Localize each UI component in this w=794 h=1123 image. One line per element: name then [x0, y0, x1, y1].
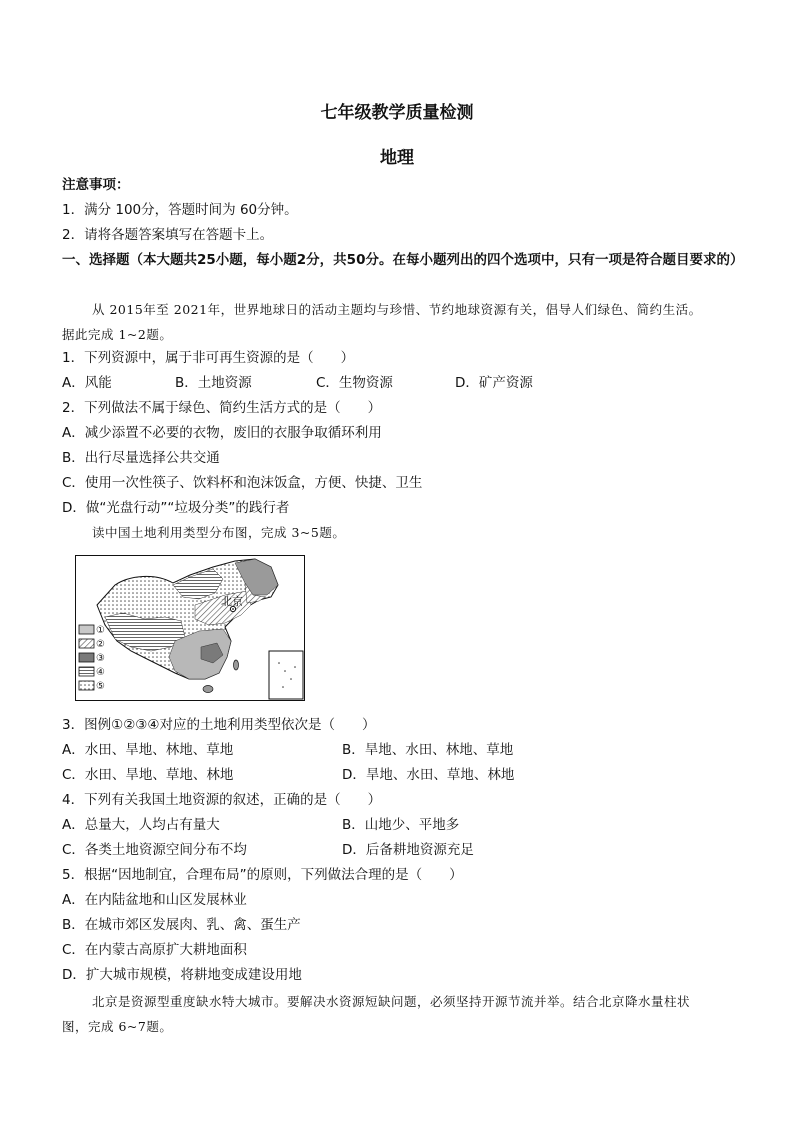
question-stem-2: 2．下列做法不属于绿色、简约生活方式的是（ ） — [62, 400, 382, 416]
question-stem-4: 4．下列有关我国土地资源的叙述，正确的是（ ） — [62, 792, 382, 808]
section-heading: 一、选择题（本大题共25小题，每小题2分，共50分。在每小题列出的四个选项中，只有一项是符合题目要求的） — [62, 252, 744, 268]
map-figure — [75, 555, 305, 701]
legend-label-4: ④ — [96, 667, 105, 678]
material-text: 从 2015年至 2021年，世界地球日的活动主题均与珍惜、节约地球资源有关，倡导人们绿色、简约生活。 — [92, 302, 702, 317]
notice-item: 1．满分 100分，答题时间为 60分钟。 — [62, 202, 298, 218]
material-text: 图，完成 6~7题。 — [62, 1019, 173, 1034]
legend-label-3: ③ — [96, 653, 105, 664]
legend-label-2: ② — [96, 639, 105, 650]
option-d: D．矿产资源 — [455, 375, 533, 391]
question-stem-1: 1．下列资源中，属于非可再生资源的是（ ） — [62, 350, 355, 366]
option-d: D．旱地、水田、草地、林地 — [342, 767, 515, 783]
option-d: D．后备耕地资源充足 — [342, 842, 474, 858]
option-d: D．扩大城市规模，将耕地变成建设用地 — [62, 967, 302, 983]
notice-item: 2．请将各题答案填写在答题卡上。 — [62, 227, 274, 243]
option-c: C．使用一次性筷子、饮料杯和泡沫饭盒，方便、快捷、卫生 — [62, 475, 423, 491]
subject-title: 地理 — [380, 148, 414, 168]
notice-heading: 注意事项： — [62, 177, 130, 193]
option-a: A．风能 — [62, 375, 112, 391]
page-title: 七年级教学质量检测 — [320, 103, 474, 123]
option-b: B．旱地、水田、林地、草地 — [342, 742, 514, 758]
option-d: D．做“光盘行动”“垃圾分类”的践行者 — [62, 500, 290, 516]
option-c: C．在内蒙古高原扩大耕地面积 — [62, 942, 247, 958]
option-b: B．在城市郊区发展肉、乳、禽、蛋生产 — [62, 917, 301, 933]
option-b: B．出行尽量选择公共交通 — [62, 450, 220, 466]
option-b: B．山地少、平地多 — [342, 817, 460, 833]
question-stem-3: 3．图例①②③④对应的土地利用类型依次是（ ） — [62, 717, 376, 733]
material-text: 据此完成 1~2题。 — [62, 327, 173, 342]
option-b: B．土地资源 — [175, 375, 252, 391]
option-a: A．在内陆盆地和山区发展林业 — [62, 892, 247, 908]
legend-label-1: ① — [96, 625, 105, 636]
option-c: C．水田、旱地、草地、林地 — [62, 767, 234, 783]
option-c: C．各类土地资源空间分布不均 — [62, 842, 247, 858]
question-stem-5: 5．根据“因地制宜，合理布局”的原则，下列做法合理的是（ ） — [62, 867, 463, 883]
beijing-label: 北京 — [221, 595, 243, 608]
south-china-sea-inset — [269, 651, 303, 699]
material-text: 读中国土地利用类型分布图，完成 3~5题。 — [92, 525, 346, 540]
option-a: A．总量大，人均占有量大 — [62, 817, 220, 833]
legend-label-5: ⑤ — [96, 681, 105, 692]
option-c: C．生物资源 — [316, 375, 393, 391]
option-a: A．减少添置不必要的衣物，废旧的衣服争取循环利用 — [62, 425, 382, 441]
china-land-use-map — [75, 555, 305, 701]
material-text: 北京是资源型重度缺水特大城市。要解决水资源短缺问题，必须坚持开源节流并举。结合北京降水量柱状 — [92, 994, 691, 1009]
option-a: A．水田、旱地、林地、草地 — [62, 742, 234, 758]
